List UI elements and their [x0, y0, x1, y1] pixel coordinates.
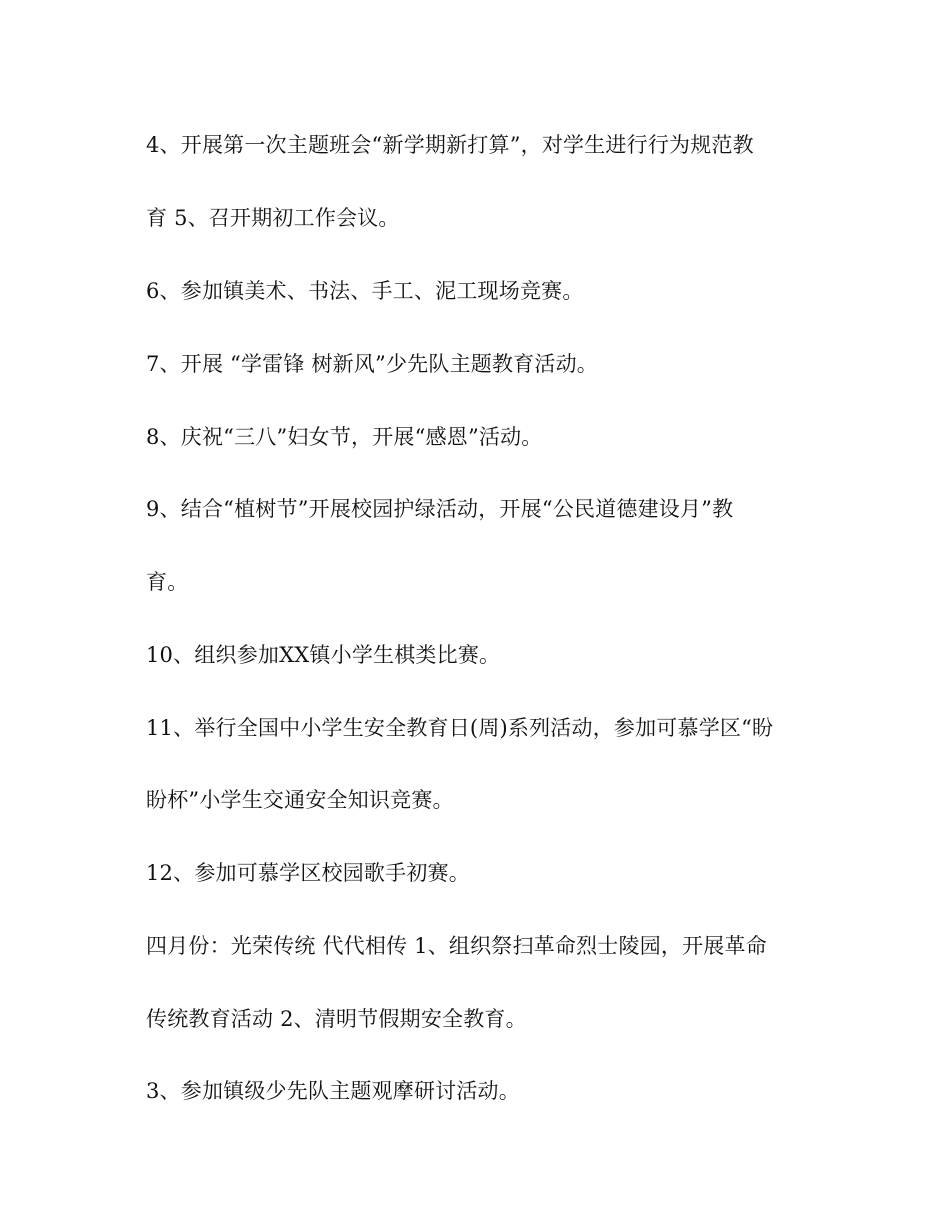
- text-line-12: 四月份：光荣传统 代代相传 1、组织祭扫革命烈士陵园，开展革命: [146, 934, 767, 958]
- text-line-10: 盼杯”小学生交通安全知识竞赛。: [146, 788, 454, 812]
- text-line-4: 7、开展 “学雷锋 树新风”少先队主题教育活动。: [146, 352, 598, 376]
- text-line-6: 9、结合“植树节”开展校园护绿活动，开展“公民道德建设月”教: [146, 497, 734, 521]
- text-line-7: 育。: [146, 570, 189, 594]
- text-line-5: 8、庆祝“三八”妇女节，开展“感恩”活动。: [146, 425, 543, 449]
- text-line-13: 传统教育活动 2、清明节假期安全教育。: [146, 1007, 527, 1031]
- text-line-3: 6、参加镇美术、书法、手工、泥工现场竞赛。: [146, 279, 584, 303]
- text-line-14: 3、参加镇级少先队主题观摩研讨活动。: [146, 1079, 520, 1103]
- text-line-11: 12、参加可慕学区校园歌手初赛。: [146, 861, 470, 885]
- text-line-1: 4、开展第一次主题班会“新学期新打算”，对学生进行行为规范教: [146, 133, 754, 157]
- text-line-9: 11、举行全国中小学生安全教育日(周)系列活动，参加可慕学区“盼: [146, 716, 774, 740]
- text-line-2: 育 5、召开期初工作会议。: [146, 206, 400, 230]
- text-line-8: 10、组织参加XX镇小学生棋类比赛。: [146, 643, 501, 667]
